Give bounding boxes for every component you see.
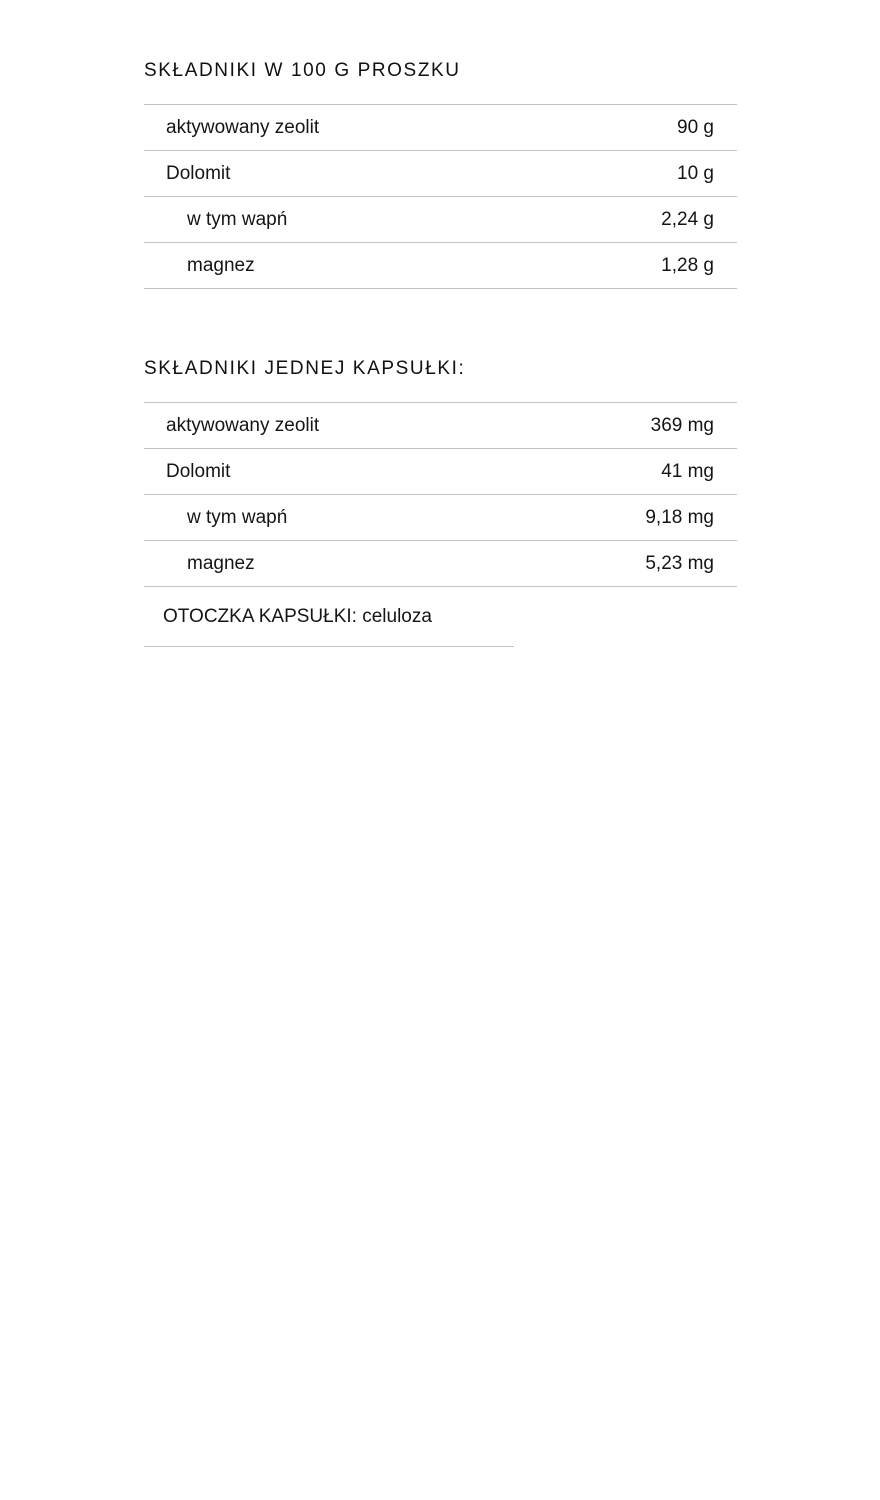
- capsule-coating-text: OTOCZKA KAPSUŁKI: celuloza: [163, 606, 432, 627]
- ingredient-amount: 1,28 g: [661, 254, 714, 276]
- ingredient-amount: 10 g: [677, 162, 714, 184]
- powder-ingredients-title: SKŁADNIKI W 100 G PROSZKU: [144, 60, 461, 81]
- capsule-ingredients-title: SKŁADNIKI JEDNEJ KAPSUŁKI:: [144, 358, 466, 379]
- ingredient-amount: 9,18 mg: [645, 506, 714, 528]
- ingredient-name: w tym wapń: [187, 506, 288, 528]
- ingredient-name: magnez: [187, 552, 255, 574]
- ingredient-amount: 2,24 g: [661, 208, 714, 230]
- ingredient-name: Dolomit: [166, 460, 231, 482]
- table-row: [144, 541, 737, 587]
- powder-ingredients-section: [144, 58, 737, 289]
- table-row: [144, 449, 737, 495]
- ingredient-amount: 369 mg: [650, 414, 714, 436]
- ingredient-amount: 5,23 mg: [645, 552, 714, 574]
- ingredient-amount: 41 mg: [661, 460, 714, 482]
- ingredient-amount: 90 g: [677, 116, 714, 138]
- ingredient-name: w tym wapń: [187, 208, 288, 230]
- ingredient-name: Dolomit: [166, 162, 231, 184]
- table-row: [144, 403, 737, 449]
- capsule-ingredients-section: [144, 356, 737, 587]
- ingredient-name: aktywowany zeolit: [166, 116, 320, 138]
- capsule-ingredients-table: [144, 402, 737, 587]
- table-row: [144, 243, 737, 289]
- ingredient-name: magnez: [187, 254, 255, 276]
- table-row: [144, 105, 737, 151]
- capsule-coating-note: [144, 588, 514, 647]
- table-row: [144, 197, 737, 243]
- ingredient-name: aktywowany zeolit: [166, 414, 320, 436]
- table-row: [144, 151, 737, 197]
- powder-ingredients-table: [144, 104, 737, 289]
- table-row: [144, 495, 737, 541]
